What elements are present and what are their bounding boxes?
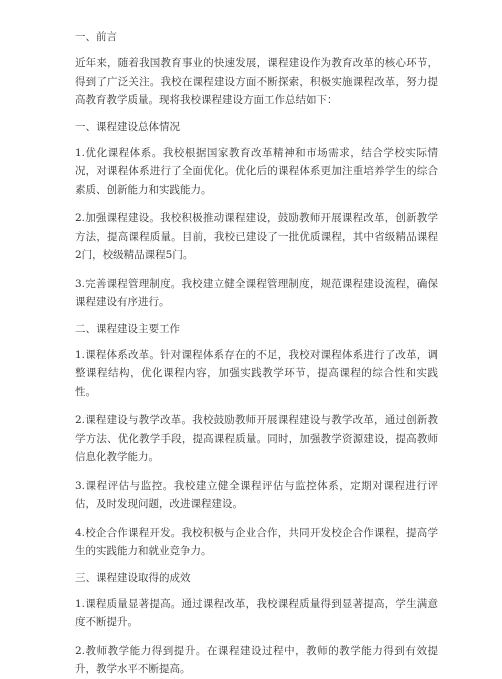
section-heading-preface: 一、前言 xyxy=(75,31,117,43)
section-heading-results: 三、课程建设取得的成效 xyxy=(75,571,191,584)
paragraph-intro: 近年来，随着我国教育事业的快速发展，课程建设作为教育改革的核心环节，得到了广泛关注。我校在课程建设方面不断探索，积极实施课程改革，努力提高教育教学质量。现将我校课程建设方面工作总结如下： xyxy=(75,57,438,106)
paragraph-results-1: 1.课程质量显著提高。通过课程改革，我校课程质量得到显著提高，学生满意度不断提升。 xyxy=(75,597,438,628)
paragraph-overview-2: 2.加强课程建设。我校积极推动课程建设，鼓励教师开展课程改革，创新教学方法，提高课程质量。目前，我校已建设了一批优质课程，其中省级精品课程2门，校级精品课程5门。 xyxy=(75,212,438,261)
paragraph-overview-1: 1.优化课程体系。我校根据国家教育改革精神和市场需求，结合学校实际情况，对课程体系进行了全面优化。优化后的课程体系更加注重培养学生的综合素质、创新能力和实践能力。 xyxy=(75,146,438,196)
section-heading-overview: 一、课程建设总体情况 xyxy=(75,120,180,133)
paragraph-work-3: 3.课程评估与监控。我校建立健全课程评估与监控体系，定期对课程进行评估，及时发现问题，改进课程建设。 xyxy=(75,479,438,510)
section-heading-main-work: 二、课程建设主要工作 xyxy=(75,322,180,335)
paragraph-work-1: 1.课程体系改革。针对课程体系存在的不足，我校对课程体系进行了改革，调整课程结构，优化课程内容，加强实践教学环节，提高课程的综合性和实践性。 xyxy=(75,348,438,398)
paragraph-overview-3: 3.完善课程管理制度。我校建立健全课程管理制度，规范课程建设流程，确保课程建设有序进行。 xyxy=(75,277,438,308)
paragraph-work-2: 2.课程建设与教学改革。我校鼓励教师开展课程建设与教学改革，通过创新教学方法、优化教学手段，提高课程质量。同时，加强教学资源建设，提高教师信息化教学能力。 xyxy=(75,414,438,463)
paragraph-results-2: 2.教师教学能力得到提升。在课程建设过程中，教师的教学能力得到有效提升，教学水平不断提高。 xyxy=(75,644,438,675)
paragraph-work-4: 4.校企合作课程开发。我校积极与企业合作，共同开发校企合作课程，提高学生的实践能力和就业竞争力。 xyxy=(75,526,438,557)
